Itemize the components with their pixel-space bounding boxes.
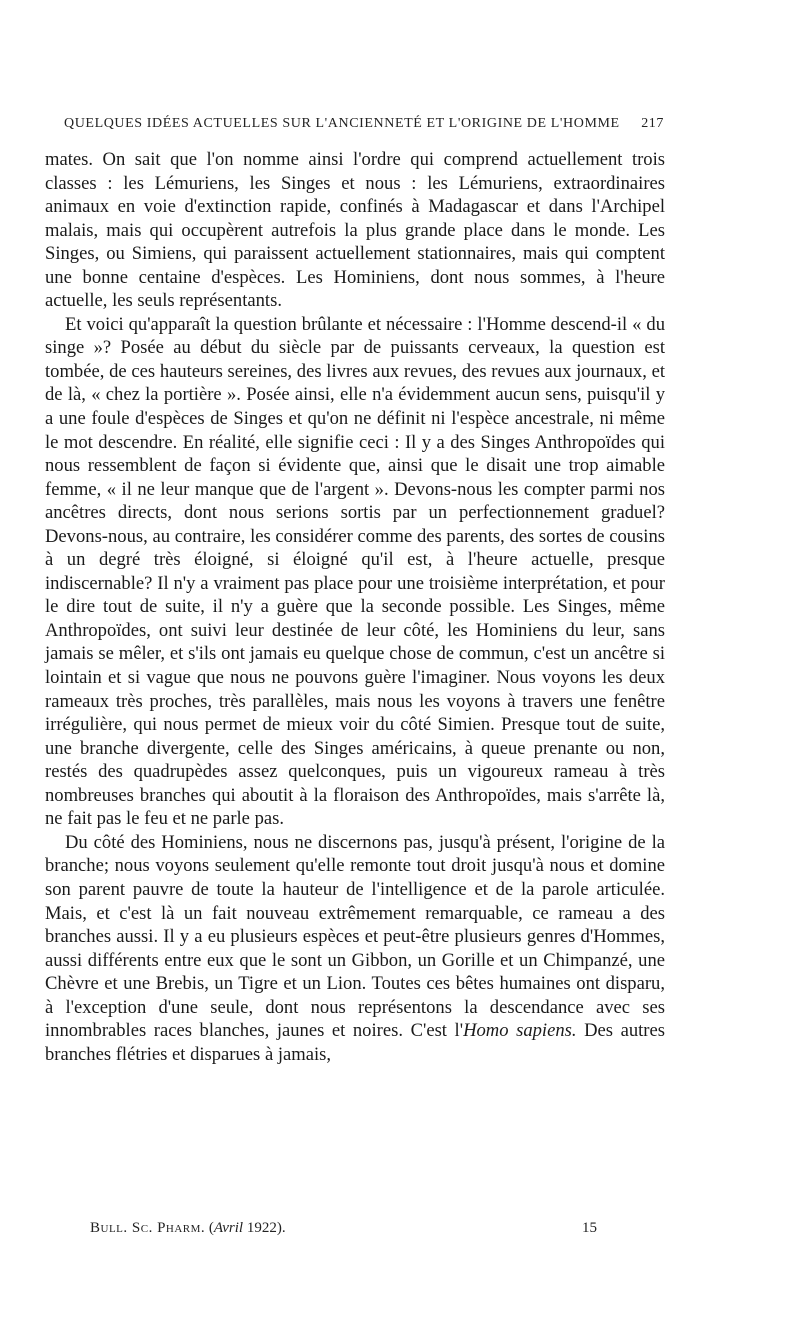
running-header: [64, 116, 664, 132]
date-month: Avril: [213, 1220, 244, 1236]
page-footer: [90, 1220, 597, 1237]
body-text: [45, 148, 665, 1066]
paragraph-tail-prefix: C'est l': [410, 1020, 464, 1042]
journal-name: Bull. Sc. Pharm.: [90, 1220, 206, 1236]
header-title: QUELQUES IDÉES ACTUELLES SUR L'ANCIENNETÉ ET L'ORIGINE DE L'HOMME: [64, 116, 620, 131]
signature-mark: 15: [582, 1220, 597, 1236]
journal-citation: [90, 1220, 286, 1237]
paragraph: mates. On sait que l'on nomme ainsi l'ordre qui comprend actuellement trois classes : les Lémuriens, les Singes et nous : les Lémuriens, extraordinaires animaux en voie d'extinction rapide, confinés à Madagascar et dans l'Archipel malais, mais qui occupèrent autrefois la plus grande place dans le monde. Les Singes, ou Simiens, qui paraissent actuellement stationnaires, mais qui comptent une bonne centaine d'espèces. Les Hominiens, dont nous sommes, à l'heure actuelle, les seuls représentants.: [45, 149, 665, 312]
paragraph: Et voici qu'apparaît la question brûlante et nécessaire : l'Homme descend-il « du singe »? Posée au début du siècle par de puissants cerveaux, la question est tombée, de ces hauteurs sereines, des livres aux revues, des revues aux journaux, et de là, « chez la portière ». Posée ainsi, elle n'a évidemment aucun sens, puisqu'il y a une foule d'espèces de Singes et qu'on ne définit ni l'espèce ancestrale, ni même le mot descendre. En réalité, elle signifie ceci : Il y a des Singes Anthropoïdes qui nous ressemblent de façon si évidente que, ainsi que le disait une trop aimable femme, « il ne leur manque que de l'argent ». Devons-nous les compter parmi nos ancêtres directs, dont nous serions sortis par un perfectionnement graduel? Devons-nous, au contraire, les considérer comme des parents, des sortes de cousins à un degré très éloigné, si éloigné qu'il est, à l'heure actuelle, presque indiscernable? Il n'y a vraiment pas place pour une troisième interprétation, et pour le dire tout de suite, il n'y a guère que la seconde possible. Les Singes, même Anthropoïdes, ont suivi leur destinée de leur côté, les Hominiens du leur, sans jamais se mêler, et s'ils ont jamais eu quelque chose de commun, c'est un ancêtre si lointain et si vague que nous ne pouvons guère l'imaginer. Nous voyons les deux rameaux très proches, très parallèles, mais nous les voyons à travers une fenêtre irrégulière, qui nous permet de mieux voir du côté Simien. Presque tout de suite, une branche divergente, celle des Singes américains, à queue prenante ou non, restés des quadrupèdes assez quelconques, puis un vigoureux rameau à très nombreuses branches qui aboutit à la floraison des Anthropoïdes, mais s'arrête là, ne fait pas le feu et ne parle pas.: [45, 313, 665, 830]
paragraph-tail-suffix: Des autres branches flétries et disparues à jamais,: [45, 1020, 665, 1065]
paragraph-body: Du côté des Hominiens, nous ne discernons pas, jusqu'à présent, l'origine de la branche; nous voyons seulement qu'elle remonte tout droit jusqu'à nous et domine son parent pauvre de toute la hauteur de l'intelligence et de la parole articulée. Mais, et c'est là un fait nouveau extrêmement remarquable, ce rameau a des branches aussi. Il y a eu plusieurs espèces et peut-être plusieurs genres d'Hommes, aussi différents entre eux que le sont un Gibbon, un Gorille et un Chimpanzé, une Chèvre et une Brebis, un Tigre et un Lion. Toutes ces bêtes humaines ont disparu, à l'exception d'une seule, dont nous représentons la descendance avec ses innombrables races blanches, jaunes et noires.: [45, 831, 665, 1042]
paragraph: [45, 831, 665, 1066]
date-open: (: [208, 1220, 214, 1236]
species-name: Homo sapiens.: [463, 1020, 577, 1042]
date-year: 1922).: [243, 1220, 286, 1236]
page-number: 217: [641, 116, 664, 131]
